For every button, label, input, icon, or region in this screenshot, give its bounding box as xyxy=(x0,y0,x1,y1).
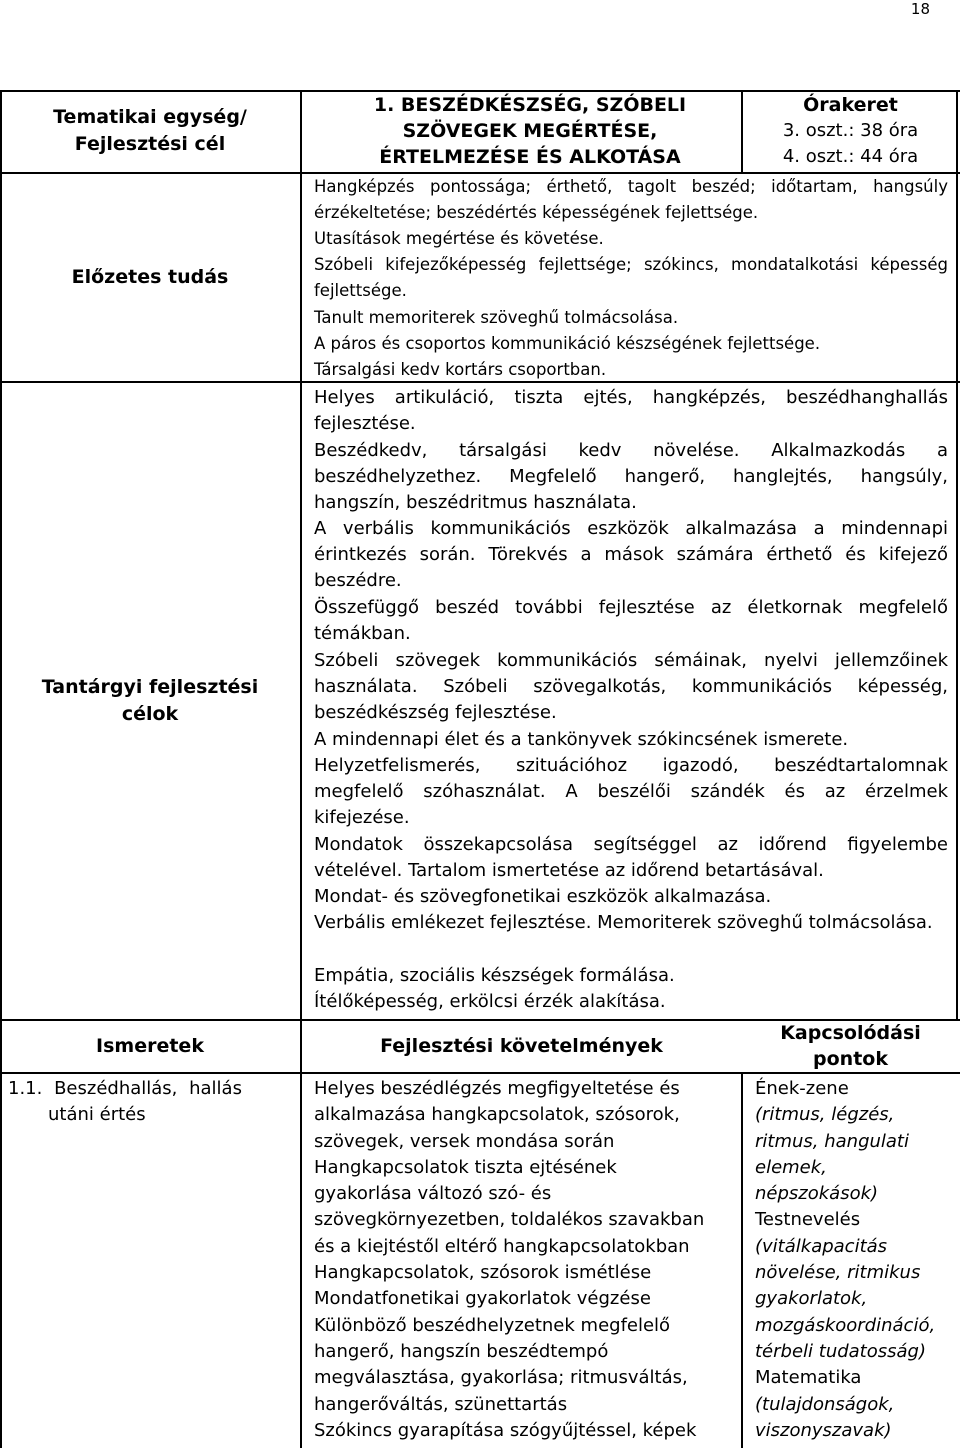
connections-header xyxy=(743,1020,958,1072)
unit-label-line-1: Tematikai egység/ xyxy=(53,106,247,128)
goal-paragraph: Helyzetfelismerés, szituációhoz igazodó, beszédtartalomnak megfelelő szóhasználat. A beszélői szándék és az érzelmek kifejezése. xyxy=(314,755,948,829)
requirement-line: szövegkörnyezetben, toldalékos szavakban xyxy=(314,1209,705,1231)
connections-divider xyxy=(741,1074,743,1448)
knowledge-header: Ismeretek xyxy=(96,1035,204,1057)
column-divider xyxy=(300,90,302,1448)
connection-subject: Matematika xyxy=(755,1367,862,1389)
connection-subject: Testnevelés xyxy=(755,1209,861,1231)
knowledge-header-bottom-border xyxy=(0,1072,960,1074)
requirement-line: Helyes beszédlégzés megfigyeltetése és xyxy=(314,1078,680,1099)
unit-title-line-1: 1. BESZÉDKÉSZSÉG, SZÓBELI xyxy=(373,94,687,116)
requirement-line: hangerő, hangszín beszédtempó xyxy=(314,1340,609,1362)
connection-detail: (ritmus, légzés, xyxy=(755,1104,895,1126)
requirement-line: szövegek, versek mondása során xyxy=(314,1130,615,1152)
prior-line: A páros és csoportos kommunikáció készségének fejlettsége. xyxy=(314,334,821,353)
connection-detail: térbeli tudatosság) xyxy=(755,1340,926,1362)
hours-grade-4: 4. oszt.: 44 óra xyxy=(782,146,919,167)
connection-detail: (vitálkapacitás xyxy=(755,1235,888,1257)
table-right-border xyxy=(956,90,958,1020)
prior-line: Hangképzés pontossága; érthető, tagolt beszéd; időtartam, hangsúly érzékeltetése; beszédértés képességének fejlettsége. xyxy=(314,177,948,223)
requirement-line: Különböző beszédhelyzetnek megfelelő xyxy=(314,1314,671,1336)
requirement-line: hangerőváltás, szünettartás xyxy=(314,1393,568,1415)
requirements-cell xyxy=(314,1076,739,1444)
requirements-header: Fejlesztési követelmények xyxy=(380,1035,663,1057)
prior-line: Társalgási kedv kortárs csoportban. xyxy=(314,360,607,379)
unit-label xyxy=(0,104,300,158)
goal-paragraph: A verbális kommunikációs eszközök alkalmazása a mindennapi érintkezés során. Törekvés a mások számára érthető és kifejező beszédre. xyxy=(314,518,948,592)
connection-detail: gyakorlatok, xyxy=(755,1288,868,1310)
connections-header-line-2: pontok xyxy=(813,1048,888,1070)
hours-block xyxy=(743,92,958,170)
requirement-line: gyakorlása változó szó- és xyxy=(314,1183,552,1205)
goal-paragraph: A mindennapi élet és a tankönyvek szókincsének ismerete. xyxy=(314,729,849,750)
unit-label-line-2: Fejlesztési cél xyxy=(74,133,226,155)
hours-grade-3: 3. oszt.: 38 óra xyxy=(782,120,919,141)
goals-label-line-2: célok xyxy=(121,703,179,725)
knowledge-line-2: utáni értés xyxy=(48,1104,146,1126)
requirement-line: Hangkapcsolatok, szósorok ismétlése xyxy=(314,1262,652,1284)
connections-cell xyxy=(755,1076,955,1444)
goal-paragraph: Beszédkedv, társalgási kedv növelése. Alkalmazkodás a beszédhelyzethez. Megfelelő hangerő, hanglejtés, hangsúly, hangszín, beszédritmus használata. xyxy=(314,440,948,514)
knowledge-line-1: 1.1. Beszédhallás, hallás xyxy=(8,1078,242,1099)
connections-header-line-1: Kapcsolódási xyxy=(780,1022,921,1044)
unit-title-line-2: SZÖVEGEK MEGÉRTÉSE, xyxy=(402,120,658,142)
connection-detail: népszokások) xyxy=(755,1183,879,1205)
goal-paragraph: Helyes artikuláció, tiszta ejtés, hangképzés, beszédhanghallás fejlesztése. xyxy=(314,387,948,435)
requirement-line: Mondatfonetikai gyakorlatok végzése xyxy=(314,1288,651,1310)
knowledge-cell xyxy=(8,1076,298,1129)
goal-paragraph: Összefüggő beszéd további fejlesztése az életkornak megfelelő témákban. xyxy=(314,597,948,645)
unit-title xyxy=(320,92,740,170)
prior-line: Szóbeli kifejezőképesség fejlettsége; szókincs, mondatalkotási képesség fejlettsége. xyxy=(314,255,948,301)
hours-title: Órakeret xyxy=(803,94,898,116)
connection-detail: ritmus, hangulati xyxy=(755,1130,909,1152)
connection-detail: (tulajdonságok, xyxy=(755,1393,895,1415)
requirement-line: megválasztása, gyakorlása; ritmusváltás, xyxy=(314,1367,688,1389)
goals-label-line-1: Tantárgyi fejlesztési xyxy=(41,676,259,698)
prior-line: Utasítások megértése és követése. xyxy=(314,229,604,248)
goal-paragraph: Szóbeli szövegek kommunikációs sémáinak, nyelvi jellemzőinek használata. Szóbeli szövegalkotás, kommunikációs képesség, beszédkészség fejlesztése. xyxy=(314,650,948,724)
connection-detail: elemek, xyxy=(755,1156,827,1178)
unit-title-line-3: ÉRTELMEZÉSE ÉS ALKOTÁSA xyxy=(379,146,681,168)
connection-detail: viszonyszavak) xyxy=(755,1419,892,1441)
goal-paragraph: Verbális emlékezet fejlesztése. Memoriterek szöveghű tolmácsolása. xyxy=(314,912,933,933)
page-number: 18 xyxy=(910,0,930,18)
table-left-border xyxy=(0,90,2,1448)
goals-label xyxy=(0,674,300,728)
requirement-line: Szókincs gyarapítása szógyűjtéssel, képek xyxy=(314,1419,697,1441)
connection-detail: mozgáskoordináció, xyxy=(755,1314,936,1336)
requirement-line: Hangkapcsolatok tiszta ejtésének xyxy=(314,1156,617,1178)
goal-paragraph: Ítélőképesség, erkölcsi érzék alakítása. xyxy=(314,991,666,1012)
goal-paragraph: Empátia, szociális készségek formálása. xyxy=(314,965,675,986)
connection-subject: Ének-zene xyxy=(755,1078,849,1099)
goal-paragraph: Mondat- és szövegfonetikai eszközök alkalmazása. xyxy=(314,886,772,907)
prior-line: Tanult memoriterek szöveghű tolmácsolása. xyxy=(314,308,679,327)
requirement-line: alkalmazása hangkapcsolatok, szósorok, xyxy=(314,1104,680,1126)
requirement-line: és a kiejtéstől eltérő hangkapcsolatokban xyxy=(314,1235,690,1257)
goal-paragraph: Mondatok összekapcsolása segítséggel az időrend figyelembe vételével. Tartalom ismertetése az időrend betartásával. xyxy=(314,834,948,882)
prior-knowledge-label: Előzetes tudás xyxy=(71,266,229,288)
connection-detail: növelése, ritmikus xyxy=(755,1262,921,1284)
